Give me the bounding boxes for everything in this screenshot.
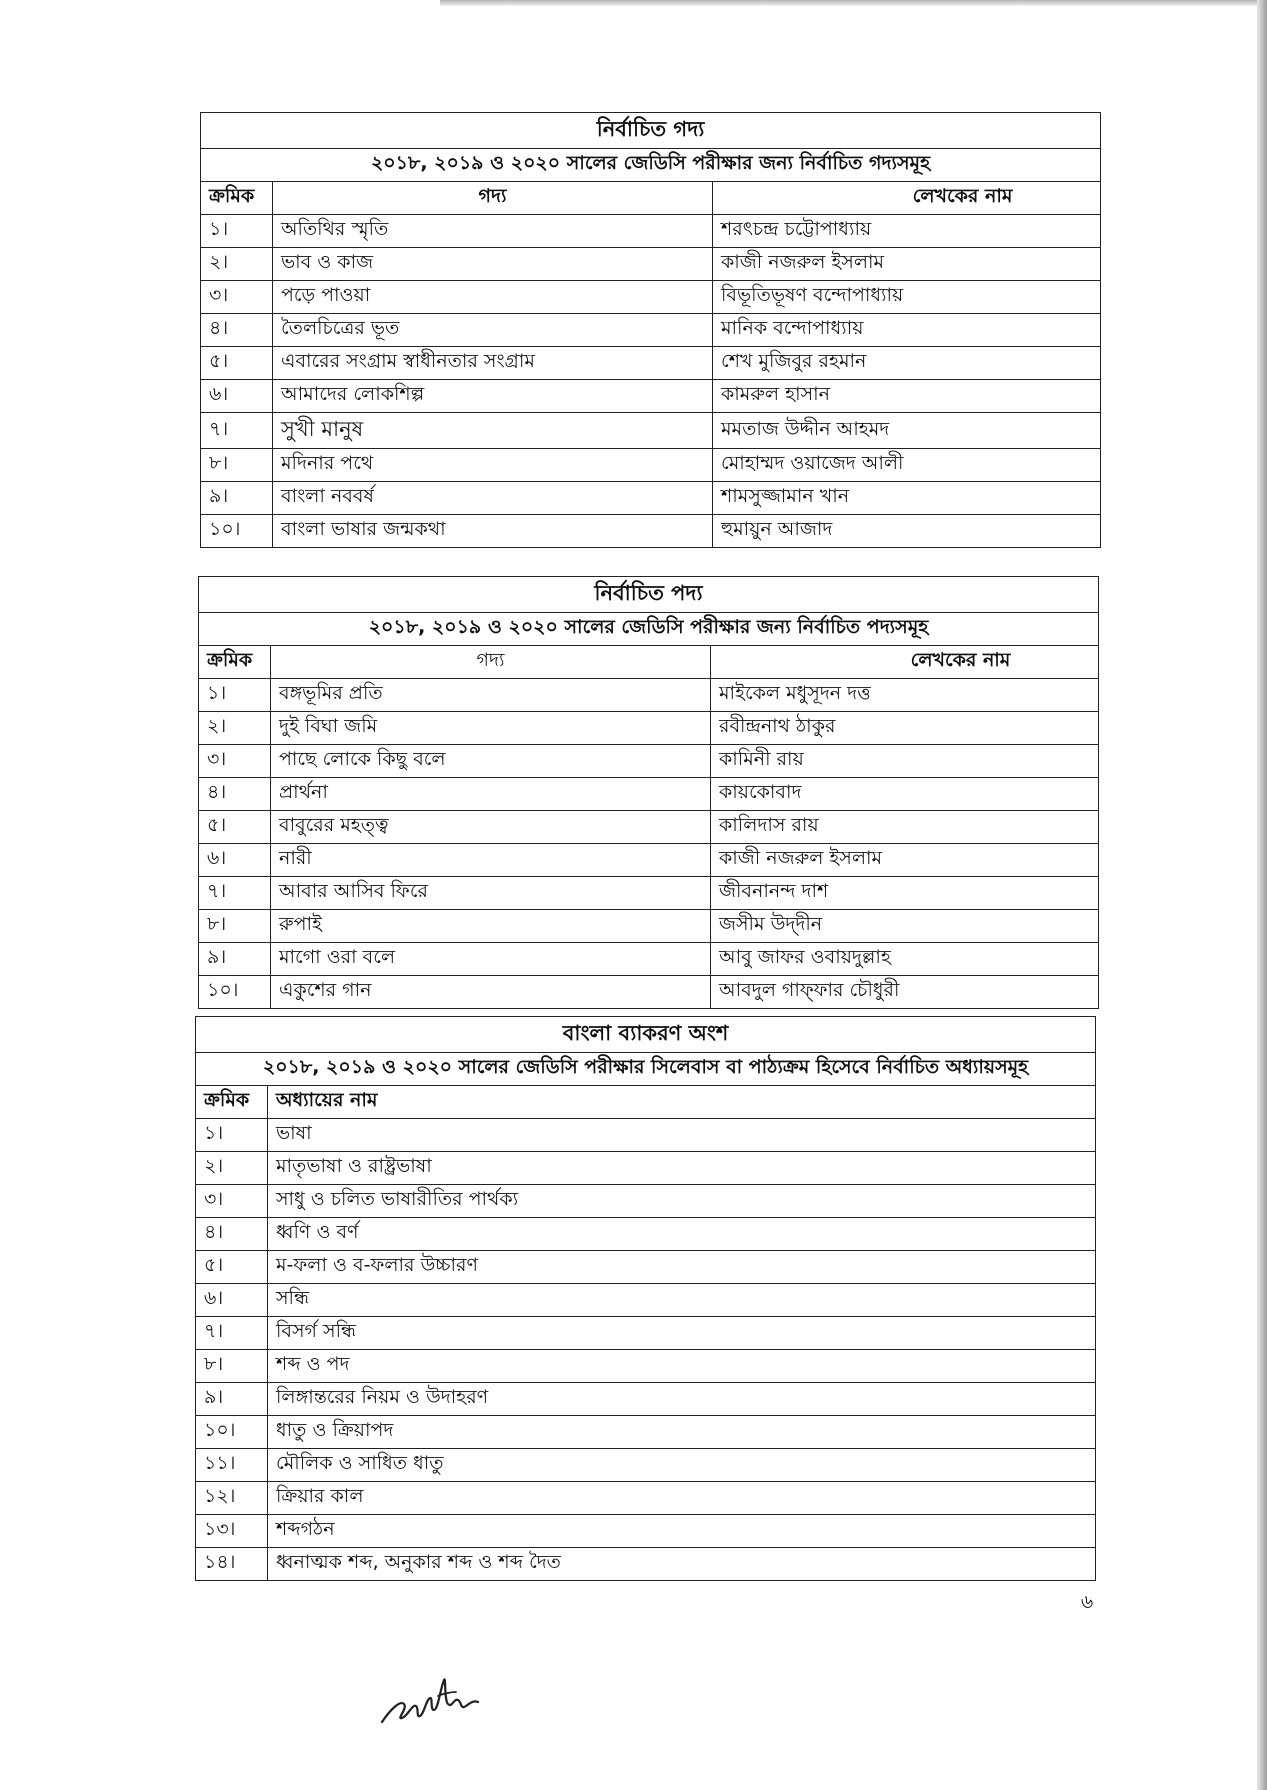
author-cell: মোহাম্মদ ওয়াজেদ আলী xyxy=(713,449,1101,482)
author-cell: কায়কোবাদ xyxy=(711,778,1099,811)
table-row xyxy=(199,811,1099,844)
table-row xyxy=(196,1548,1096,1581)
work-cell: মদিনার পথে xyxy=(273,449,713,482)
author-cell: মমতাজ উদ্দীন আহমদ xyxy=(713,413,1101,449)
serial-cell: ৮। xyxy=(196,1350,268,1383)
table-row xyxy=(201,347,1101,380)
serial-cell: ৪। xyxy=(196,1218,268,1251)
chapter-cell: মাতৃভাষা ও রাষ্ট্রভাষা xyxy=(268,1152,1096,1185)
table-row xyxy=(199,844,1099,877)
column-header-work: গদ্য xyxy=(271,646,711,679)
serial-cell: ৭। xyxy=(201,413,273,449)
table-title: বাংলা ব্যাকরণ অংশ xyxy=(196,1017,1096,1053)
table-row xyxy=(196,1119,1096,1152)
table-body xyxy=(199,679,1099,1009)
column-header-serial: ক্রমিক xyxy=(201,182,273,215)
table-row xyxy=(199,712,1099,745)
author-cell: জীবনানন্দ দাশ xyxy=(711,877,1099,910)
table-header-row xyxy=(199,646,1099,679)
author-cell: আবু জাফর ওবায়দুল্লাহ xyxy=(711,943,1099,976)
serial-cell: ৫। xyxy=(196,1251,268,1284)
signature-icon xyxy=(378,1670,483,1730)
serial-cell: ৯। xyxy=(201,482,273,515)
work-cell: একুশের গান xyxy=(271,976,711,1009)
table-header-row xyxy=(201,182,1101,215)
serial-cell: ৭। xyxy=(199,877,271,910)
work-cell: পড়ে পাওয়া xyxy=(273,281,713,314)
serial-cell: ৮। xyxy=(201,449,273,482)
author-cell: কামরুল হাসান xyxy=(713,380,1101,413)
serial-cell: ৩। xyxy=(201,281,273,314)
serial-cell: ৫। xyxy=(201,347,273,380)
serial-cell: ৫। xyxy=(199,811,271,844)
table-row xyxy=(199,976,1099,1009)
table-row xyxy=(201,215,1101,248)
table-subtitle: ২০১৮, ২০১৯ ও ২০২০ সালের জেডিসি পরীক্ষার জন্য নির্বাচিত পদ্যসমূহ xyxy=(199,613,1099,646)
scan-edge-top xyxy=(440,0,1257,6)
table-title: নির্বাচিত গদ্য xyxy=(201,113,1101,149)
serial-cell: ১০। xyxy=(196,1416,268,1449)
work-cell: আমাদের লোকশিল্প xyxy=(273,380,713,413)
chapter-cell: শব্দ ও পদ xyxy=(268,1350,1096,1383)
table-row xyxy=(199,778,1099,811)
work-cell: এবারের সংগ্রাম স্বাধীনতার সংগ্রাম xyxy=(273,347,713,380)
table-row xyxy=(201,380,1101,413)
table-row xyxy=(196,1218,1096,1251)
work-cell: রুপাই xyxy=(271,910,711,943)
selected-poetry-table xyxy=(198,576,1099,1009)
table-title-row xyxy=(199,577,1099,613)
table-subtitle: ২০১৮, ২০১৯ ও ২০২০ সালের জেডিসি পরীক্ষার সিলেবাস বা পাঠ্যক্রম হিসেবে নির্বাচিত অধ্যায়সমূহ xyxy=(196,1053,1096,1086)
chapter-cell: ক্রিয়ার কাল xyxy=(268,1482,1096,1515)
column-header-serial: ক্রমিক xyxy=(196,1086,268,1119)
author-cell: কাজী নজরুল ইসলাম xyxy=(713,248,1101,281)
work-cell: নারী xyxy=(271,844,711,877)
column-header-work: গদ্য xyxy=(273,182,713,215)
chapter-cell: ম-ফলা ও ব-ফলার উচ্চারণ xyxy=(268,1251,1096,1284)
chapter-cell: সাধু ও চলিত ভাষারীতির পার্থক্য xyxy=(268,1185,1096,1218)
serial-cell: ১০। xyxy=(199,976,271,1009)
serial-cell: ২। xyxy=(196,1152,268,1185)
table-row xyxy=(199,910,1099,943)
author-cell: শরৎচন্দ্র চট্টোপাধ্যায় xyxy=(713,215,1101,248)
table-row xyxy=(201,281,1101,314)
table-row xyxy=(201,482,1101,515)
table-row xyxy=(196,1416,1096,1449)
serial-cell: ১। xyxy=(201,215,273,248)
table-row xyxy=(201,515,1101,548)
serial-cell: ৬। xyxy=(199,844,271,877)
table-row xyxy=(199,679,1099,712)
author-cell: কাজী নজরুল ইসলাম xyxy=(711,844,1099,877)
table-row xyxy=(199,877,1099,910)
chapter-cell: ভাষা xyxy=(268,1119,1096,1152)
table-title: নির্বাচিত পদ্য xyxy=(199,577,1099,613)
table-header-row xyxy=(196,1086,1096,1119)
author-cell: শামসুজ্জামান খান xyxy=(713,482,1101,515)
author-cell: মানিক বন্দোপাধ্যায় xyxy=(713,314,1101,347)
table-row xyxy=(196,1383,1096,1416)
table-row xyxy=(201,314,1101,347)
work-cell: আবার আসিব ফিরে xyxy=(271,877,711,910)
chapter-cell: বিসর্গ সন্ধি xyxy=(268,1317,1096,1350)
author-cell: হুমায়ুন আজাদ xyxy=(713,515,1101,548)
work-cell: সুখী মানুষ xyxy=(273,413,713,449)
serial-cell: ৬। xyxy=(201,380,273,413)
chapter-cell: মৌলিক ও সাধিত ধাতু xyxy=(268,1449,1096,1482)
chapter-cell: ধ্বনাত্মক শব্দ, অনুকার শব্দ ও শব্দ দৈত xyxy=(268,1548,1096,1581)
table-title-row xyxy=(201,113,1101,149)
table-row xyxy=(196,1152,1096,1185)
serial-cell: ১৩। xyxy=(196,1515,268,1548)
table-row xyxy=(196,1515,1096,1548)
column-header-chapter: অধ্যায়ের নাম xyxy=(268,1086,1096,1119)
table-row xyxy=(199,745,1099,778)
table-subtitle-row xyxy=(196,1053,1096,1086)
work-cell: ভাব ও কাজ xyxy=(273,248,713,281)
bangla-grammar-table xyxy=(195,1016,1096,1581)
author-cell: শেখ মুজিবুর রহমান xyxy=(713,347,1101,380)
serial-cell: ৪। xyxy=(201,314,273,347)
serial-cell: ১১। xyxy=(196,1449,268,1482)
table-body xyxy=(201,215,1101,548)
table-body xyxy=(196,1119,1096,1581)
table-row xyxy=(199,943,1099,976)
work-cell: অতিথির স্মৃতি xyxy=(273,215,713,248)
author-cell: মাইকেল মধুসূদন দত্ত xyxy=(711,679,1099,712)
chapter-cell: শব্দগঠন xyxy=(268,1515,1096,1548)
serial-cell: ৮। xyxy=(199,910,271,943)
table-row xyxy=(196,1317,1096,1350)
work-cell: বাংলা নববর্ষ xyxy=(273,482,713,515)
column-header-serial: ক্রমিক xyxy=(199,646,271,679)
table-subtitle-row xyxy=(199,613,1099,646)
author-cell: কামিনী রায় xyxy=(711,745,1099,778)
serial-cell: ৭। xyxy=(196,1317,268,1350)
serial-cell: ৯। xyxy=(196,1383,268,1416)
serial-cell: ১২। xyxy=(196,1482,268,1515)
table-row xyxy=(196,1482,1096,1515)
column-header-author: লেখকের নাম xyxy=(713,182,1101,215)
table-subtitle-row xyxy=(201,149,1101,182)
author-cell: জসীম উদ্‌দীন xyxy=(711,910,1099,943)
table-row xyxy=(196,1449,1096,1482)
serial-cell: ১। xyxy=(199,679,271,712)
author-cell: রবীন্দ্রনাথ ঠাকুর xyxy=(711,712,1099,745)
selected-prose-table xyxy=(200,112,1101,548)
work-cell: বঙ্গভূমির প্রতি xyxy=(271,679,711,712)
column-header-author: লেখকের নাম xyxy=(711,646,1099,679)
table-title-row xyxy=(196,1017,1096,1053)
work-cell: দুই বিঘা জমি xyxy=(271,712,711,745)
serial-cell: ৬। xyxy=(196,1284,268,1317)
serial-cell: ২। xyxy=(199,712,271,745)
work-cell: পাছে লোকে কিছু বলে xyxy=(271,745,711,778)
work-cell: বাবুরের মহত্ত্ব xyxy=(271,811,711,844)
author-cell: আবদুল গাফ্‌ফার চৌধুরী xyxy=(711,976,1099,1009)
table-row xyxy=(196,1185,1096,1218)
serial-cell: ৪। xyxy=(199,778,271,811)
table-row xyxy=(201,449,1101,482)
table-row xyxy=(201,413,1101,449)
work-cell: তৈলচিত্রের ভূত xyxy=(273,314,713,347)
work-cell: মাগো ওরা বলে xyxy=(271,943,711,976)
chapter-cell: ধ্বণি ও বর্ণ xyxy=(268,1218,1096,1251)
serial-cell: ৯। xyxy=(199,943,271,976)
serial-cell: ২। xyxy=(201,248,273,281)
serial-cell: ৩। xyxy=(196,1185,268,1218)
chapter-cell: সন্ধি xyxy=(268,1284,1096,1317)
chapter-cell: লিঙ্গান্তরের নিয়ম ও উদাহরণ xyxy=(268,1383,1096,1416)
table-subtitle: ২০১৮, ২০১৯ ও ২০২০ সালের জেডিসি পরীক্ষার জন্য নির্বাচিত গদ্যসমূহ xyxy=(201,149,1101,182)
serial-cell: ১৪। xyxy=(196,1548,268,1581)
serial-cell: ১০। xyxy=(201,515,273,548)
table-row xyxy=(201,248,1101,281)
scan-edge-right xyxy=(1257,0,1267,1790)
table-row xyxy=(196,1251,1096,1284)
chapter-cell: ধাতু ও ক্রিয়াপদ xyxy=(268,1416,1096,1449)
work-cell: প্রার্থনা xyxy=(271,778,711,811)
table-row xyxy=(196,1284,1096,1317)
page-number: ৬ xyxy=(1080,1591,1094,1613)
serial-cell: ৩। xyxy=(199,745,271,778)
serial-cell: ১। xyxy=(196,1119,268,1152)
table-row xyxy=(196,1350,1096,1383)
author-cell: কালিদাস রায় xyxy=(711,811,1099,844)
work-cell: বাংলা ভাষার জন্মকথা xyxy=(273,515,713,548)
author-cell: বিভূতিভূষণ বন্দোপাধ্যায় xyxy=(713,281,1101,314)
